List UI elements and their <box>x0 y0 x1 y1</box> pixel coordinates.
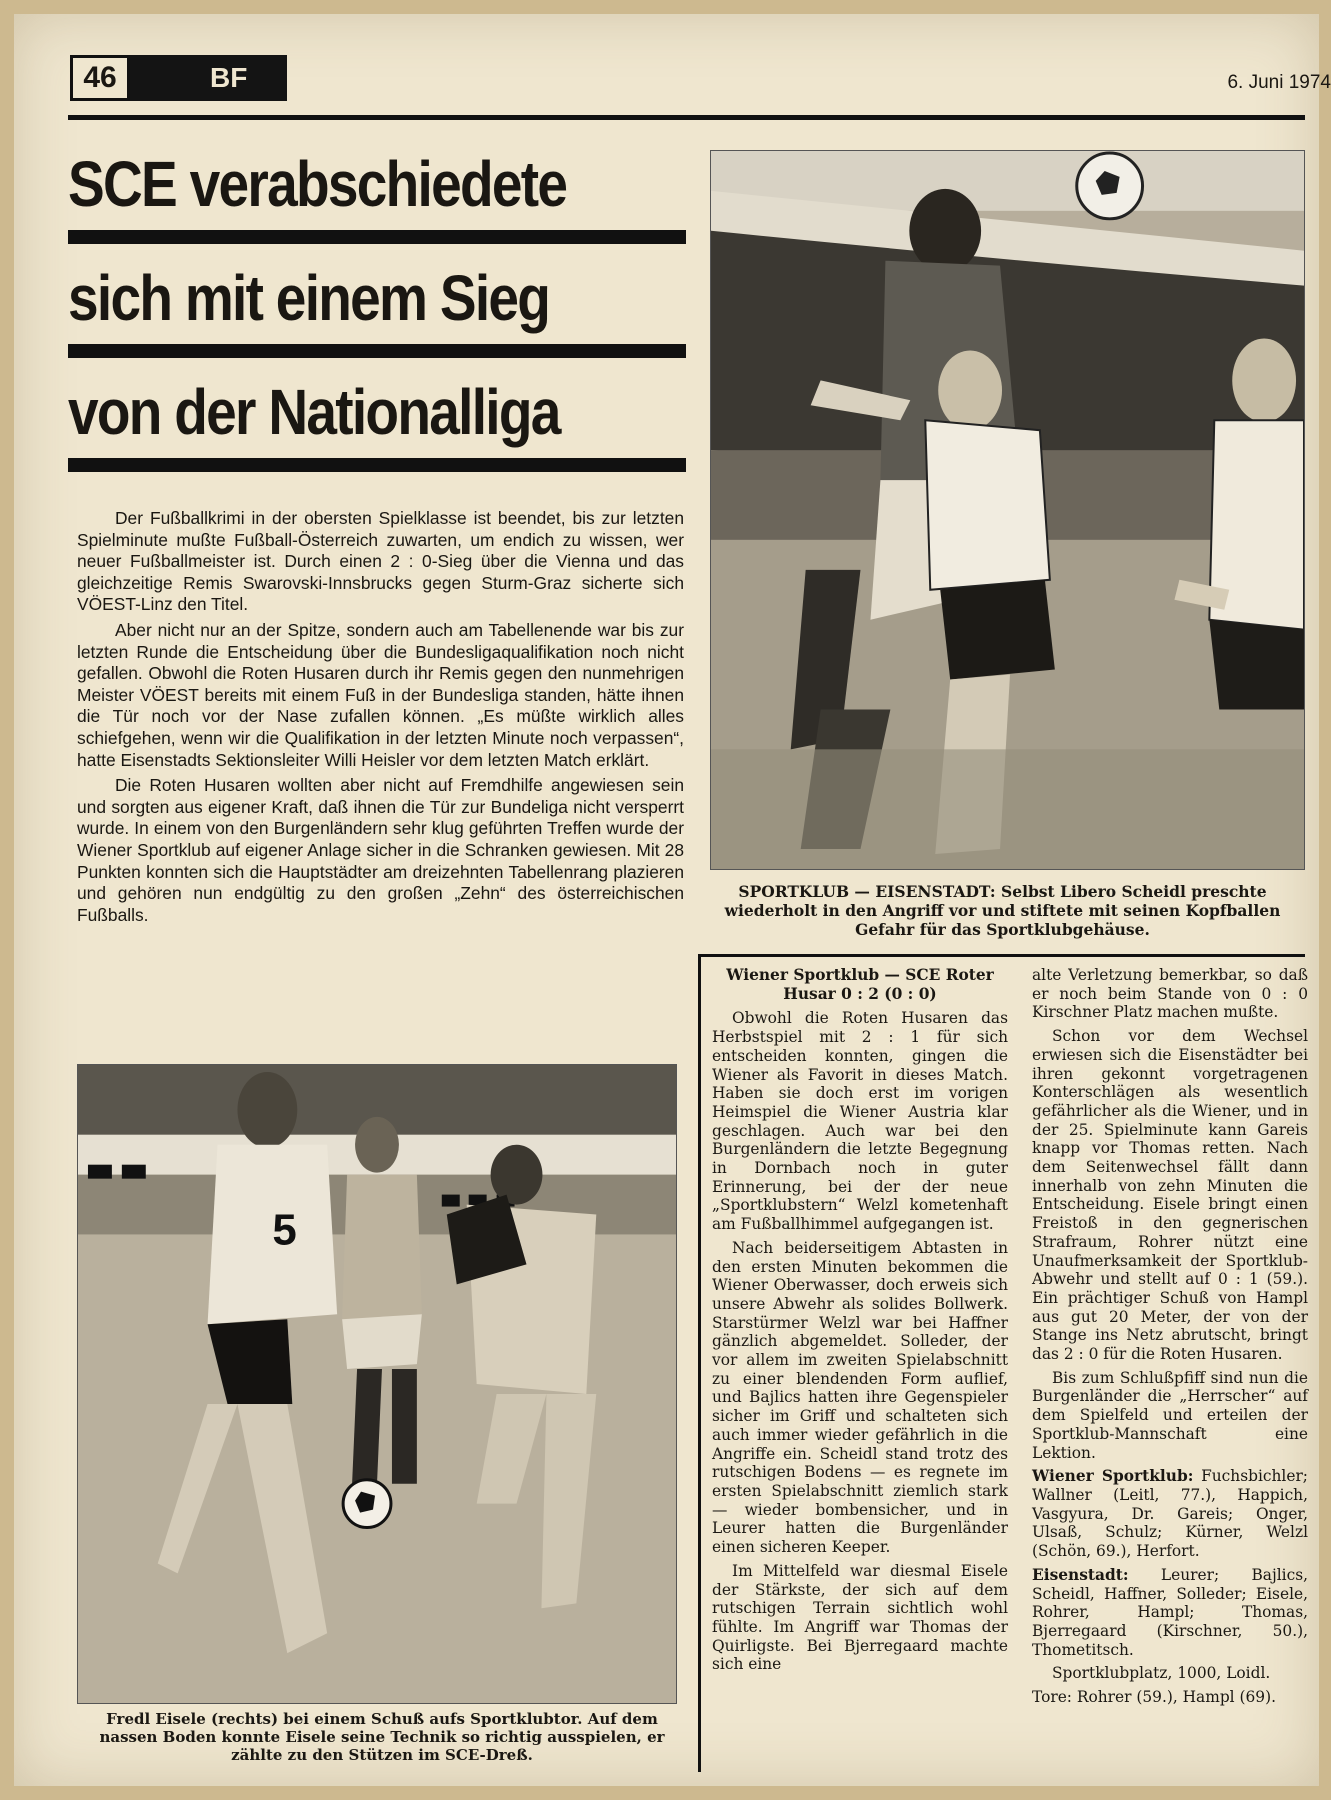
report-paragraph: Im Mittelfeld war diesmal Eisele der Stärkste, der sich auf dem rutschigen Terrain sichtlich wohl fühlte. Im Angriff war Thomas der Quirligste. Bei Bjerregaard machte sich eine <box>712 1561 1008 1674</box>
lead-article <box>77 508 684 930</box>
photo-top-caption: SPORTKLUB — EISENSTADT: Selbst Libero Scheidl preschte wiederholt in den Angriff vor und stiftete mit seinen Kopfballen Gefahr für das Sportklubgehäuse. <box>724 882 1281 939</box>
lead-paragraph: Aber nicht nur an der Spitze, sondern auch am Tabellenende war bis zur letzten Runde die Entscheidung über die Bundesligaqualifikation noch nicht gefallen. Obwohl die Roten Husaren durch ihr Remis gegen den nunmehrigen Meister VÖEST bereits mit einem Fuß in der Bundesliga standen, hätte ihnen die Tür noch vor der Nase zufallen können. „Es müßte wirklich alles schiefgehen, wenn wir die Qualifikation in der letzten Minute noch verpassen“, hatte Eisenstadts Sektionsleiter Willi Heisler vor dem letzten Match erklärt. <box>77 619 684 770</box>
report-paragraph: Obwohl die Roten Husaren das Herbstspiel mit 2 : 1 für sich entscheiden konnten, gingen die Wiener als Favorit in dieses Match. Haben sie doch erst im vorigen Heimspiel die Wiener Austria klar geschlagen. Auch war bei den Burgenländern die letzte Begegnung in Dornbach noch in guter Erinnerung, bei der der neue „Sportklubstern“ Welzl kometenhaft am Fußballhimmel aufgegangen ist. <box>712 1009 1008 1234</box>
svg-text:5: 5 <box>272 1205 297 1255</box>
photo-header-duel-image <box>711 151 1304 869</box>
headline <box>68 148 686 490</box>
photo-shot-on-goal-image <box>78 1065 676 1703</box>
match-report-heading: Wiener Sportklub — SCE Roter Husar 0 : 2 (0 : 0) <box>726 966 994 1003</box>
lineup-eisenstadt <box>1032 1566 1308 1660</box>
lineup-wiener-players: Fuchsbichler; Wallner (Leitl, 77.), Happich, Vasgyura, Dr. Gareis; Onger, Ulsaß, Schulz; Kürner, Welzl (Schön, 69.), Herfort. <box>1032 1467 1308 1561</box>
match-venue: Sportklubplatz, 1000, Loidl. <box>1052 1664 1271 1683</box>
report-paragraph: Bis zum Schlußpfiff sind nun die Burgenländer die „Herrscher“ auf dem Spielfeld und erteilen der Sportklub-Mannschaft eine Lektion. <box>1032 1368 1308 1462</box>
photo-header-duel <box>710 150 1305 870</box>
match-goals: Tore: Rohrer (59.), Hampl (69). <box>1032 1688 1276 1707</box>
photo-shot-on-goal <box>77 1064 677 1704</box>
photo-bottom-caption: Fredl Eisele (rechts) bei einem Schuß aufs Sportklubtor. Auf dem nassen Boden konnte Eisele seine Technik so richtig ausspielen, er zählte zu den Stützen im SCE-Dreß. <box>99 1710 665 1764</box>
page-number: 46 <box>70 55 130 101</box>
headline-line-3: von der Nationalliga <box>68 376 560 448</box>
lineup-eisenstadt-players: Leurer; Bajlics, Scheidl, Haffner, Solleder; Eisele, Rohrer, Hampl; Thomas, Bjerregaard (Kirschner, 50.), Thometitsch. <box>1032 1565 1308 1659</box>
report-paragraph: Nach beiderseitigem Abtasten in den ersten Minuten bekommen die Wiener Oberwasser, doch erweis sich unsere Abwehr als solides Bollwerk. Starstürmer Welzl war bei Haffner gänzlich abgemeldet. Solleder, der vor allem im zweiten Spielabschnitt zu einer blendenden Form auflief, und Bajlics hatten ihre Gegenspieler sicher im Griff und schalteten sich auch immer wieder gefährlich in die Angriffe ein. Scheidl stand trotz des rutschigen Bodens — es regnete im ersten Spielabschnitt ziemlich stark — wieder bombensicher, und in Leurer hatten die Burgenländer einen sicheren Keeper. <box>712 1238 1008 1557</box>
section-tag: BF <box>130 55 287 101</box>
headline-line-1: SCE verabschiedete <box>68 148 567 220</box>
headline-bar <box>68 458 686 472</box>
match-report-column-2 <box>1032 966 1308 1712</box>
issue-date: 6. Juni 1974 <box>1227 72 1331 93</box>
lead-paragraph: Der Fußballkrimi in der obersten Spielklasse ist beendet, bis zur letzten Spielminute mußte Fußball-Österreich zuwarten, um endich zu wissen, wer neuer Fußballmeister ist. Durch einen 2 : 0-Sieg über die Vienna und das gleichzeitige Remis Swarovski-Innsbrucks gegen Sturm-Graz sicherte sich VÖEST-Linz den Titel. <box>77 508 684 615</box>
lineup-eisenstadt-label: Eisenstadt: <box>1032 1565 1129 1584</box>
headline-line-2: sich mit einem Sieg <box>68 262 550 334</box>
lineup-wiener-label: Wiener Sportklub: <box>1032 1467 1194 1486</box>
header-rule <box>68 115 1305 120</box>
headline-bar <box>68 344 686 358</box>
report-paragraph: alte Verletzung bemerkbar, so daß er noch beim Stande von 0 : 0 Kirschner Platz machen mußte. <box>1032 966 1308 1022</box>
match-report-column-1 <box>712 966 1008 1679</box>
lineup-wiener <box>1032 1467 1308 1561</box>
headline-bar <box>68 230 686 244</box>
lead-paragraph: Die Roten Husaren wollten aber nicht auf Fremdhilfe angewiesen sein und sorgten aus eigener Kraft, daß ihnen die Tür zur Bundeliga nicht versperrt wurde. In einem von den Burgenländern sehr klug geführten Treffen wurde der Wiener Sportklub auf eigener Anlage sicher in die Schranken gewiesen. Mit 28 Punkten konnten sich die Hauptstädter am dreizehnten Tabellenrang plazieren und gehören nun endgültig zu den großen „Zehn“ des österreichischen Fußballs. <box>77 775 684 925</box>
report-paragraph: Schon vor dem Wechsel erwiesen sich die Eisenstädter bei ihren gekonnt vorgetragenen Konterschlägen als wesentlich gefährlicher als die Wiener, und in der 25. Spielminute kann Gareis knapp vor Thomas retten. Nach dem Seitenwechsel fällt dann innerhalb von zehn Minuten die Entscheidung. Eisele bringt einen Freistoß in den gegnerischen Strafraum, Rohrer nützt eine Unaufmerksamkeit der Sportklub-Abwehr und stellt auf 0 : 1 (59.). Ein prächtiger Schuß von Hampl aus gut 20 Meter, der von der Stange ins Netz abrutscht, bringt das 2 : 0 für die Roten Husaren. <box>1032 1027 1308 1364</box>
